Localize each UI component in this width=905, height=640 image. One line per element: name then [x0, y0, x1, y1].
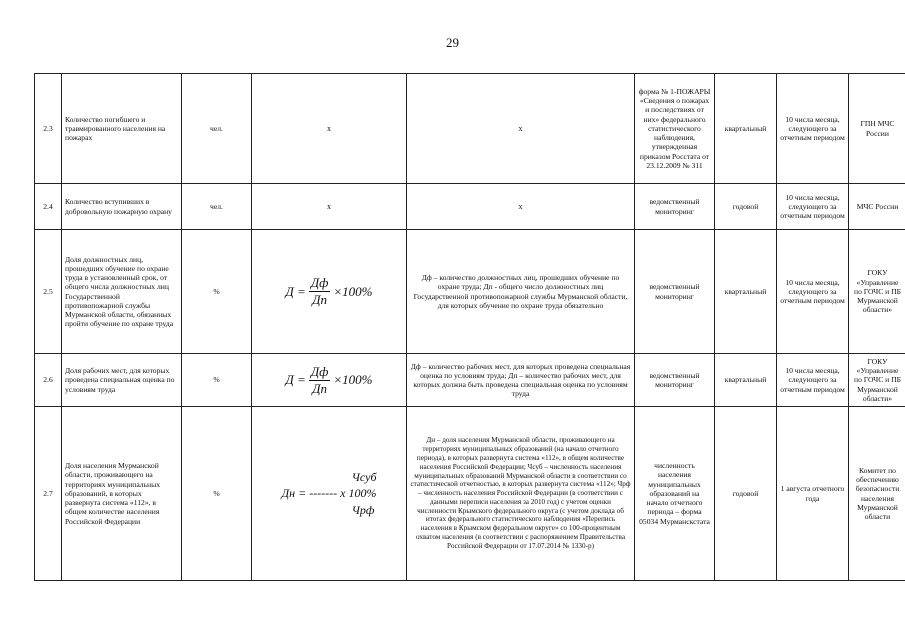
indicator-name: Доля рабочих мест, для которых проведена специальная оценка по условиям труда: [62, 354, 182, 407]
page-number: 29: [446, 35, 459, 50]
deadline: 10 числа месяца, следующего за отчетным периодом: [777, 74, 849, 184]
formula: х: [252, 74, 407, 184]
row-number: 2.6: [35, 354, 62, 407]
unit: %: [182, 407, 252, 581]
description: х: [407, 184, 635, 230]
formula-denominator: Чрф: [351, 502, 375, 517]
data-source: форма № 1-ПОЖАРЫ «Сведения о пожарах и последствиях от них» федерального статистического наблюдения, утвержденная приказом Росстата от 23.12.2009 № 311: [635, 74, 715, 184]
formula-lhs: Д =: [285, 283, 306, 299]
deadline: 1 августа отчетного года: [777, 407, 849, 581]
data-source: численность населения муниципальных образований на начало отчетного периода – форма 05034 Мурманскстата: [635, 407, 715, 581]
responsible: ГОКУ «Управление по ГОЧС и ПБ Мурманской области»: [849, 230, 905, 354]
unit: чел.: [182, 184, 252, 230]
periodicity: квартальный: [715, 230, 777, 354]
data-source: ведомственный мониторинг: [635, 184, 715, 230]
formula-denominator: Дп: [312, 380, 327, 396]
row-number: 2.5: [35, 230, 62, 354]
row-number: 2.4: [35, 184, 62, 230]
unit: %: [182, 230, 252, 354]
periodicity: годовой: [715, 184, 777, 230]
indicator-name: Доля населения Мурманской области, проживающего на территориях муниципальных образований, в которых развернута система «112», в общем количестве населения Российской Федерации: [62, 407, 182, 581]
table-row: [35, 184, 905, 230]
responsible: МЧС России: [849, 184, 905, 230]
indicator-name: Количество погибшего и травмированного населения на пожарах: [62, 74, 182, 184]
row-number: 2.3: [35, 74, 62, 184]
deadline: 10 числа месяца, следующего за отчетным периодом: [777, 184, 849, 230]
formula-numerator: Дф: [310, 275, 329, 291]
unit: %: [182, 354, 252, 407]
deadline: 10 числа месяца, следующего за отчетным периодом: [777, 354, 849, 407]
responsible: ГПН МЧС России: [849, 74, 905, 184]
formula-lhs: Дн =: [281, 486, 307, 501]
data-source: ведомственный мониторинг: [635, 230, 715, 354]
unit: чел.: [182, 74, 252, 184]
periodicity: квартальный: [715, 74, 777, 184]
description: Дф – количество рабочих мест, для которых проведена специальная оценка по условиям труда; Дп – количество рабочих мест, для которых должна быть проведена специальная оценка по условиям труда: [407, 354, 635, 407]
periodicity: годовой: [715, 407, 777, 581]
indicator-name: Количество вступивших в добровольную пожарную охрану: [62, 184, 182, 230]
table-row: [35, 230, 905, 354]
formula: [252, 354, 407, 407]
indicator-name: Доля должностных лиц, прошедших обучение по охране труда в установленный срок, от общего числа должностных лиц Государственной противопожарной службы Мурманской области, обязанных пройти обучение по охране труда: [62, 230, 182, 354]
periodicity: квартальный: [715, 354, 777, 407]
formula-multiplier: ×100%: [333, 372, 373, 388]
formula-lhs: Д =: [285, 372, 306, 388]
data-source: ведомственный мониторинг: [635, 354, 715, 407]
formula: х: [252, 184, 407, 230]
description: Дн – доля населения Мурманской области, проживающего на территориях муниципальных образований (на начало отчетного периода), в которых развернута система «112», в общем количестве населения Российской Федерации; Чсуб – численность населения муниципальных образований Мурманской области в соответствии со статистической отчетностью, в которых развернута система «112»; Чрф – численность населения Российской Федерации (в соответствии с данными переписи населения за 2010 год) с учетом оценки численности Крымского федерального округа (с учетом доклада об итогах федерального статистического наблюдения «Перепись населения в Крымском федеральном округе» со 100-процентным охватом населения (в соответствии с распоряжением Правительства Российской Федерации от 17.07.2014 № 1330-р): [407, 407, 635, 581]
formula-multiplier: ×100%: [333, 283, 373, 299]
row-number: 2.7: [35, 407, 62, 581]
description: Дф – количество должностных лиц, прошедших обучение по охране труда; Дп - общего число должностных лиц Государственной противопожарной службы Мурманской области, для которых обучение по охране труда обязательно: [407, 230, 635, 354]
responsible: Комитет по обеспечению безопасности населения Мурманской области: [849, 407, 905, 581]
table-row: [35, 74, 905, 184]
formula-denominator: Дп: [312, 292, 327, 307]
formula: [252, 230, 407, 354]
table-row: [35, 354, 905, 407]
indicators-table: [34, 73, 905, 581]
description: х: [407, 74, 635, 184]
formula-fraction-line: ------- х 100%: [309, 486, 377, 501]
table-row: [35, 407, 905, 581]
formula-numerator: Чсуб: [351, 469, 377, 484]
responsible: ГОКУ «Управление по ГОЧС и ПБ Мурманской области»: [849, 354, 905, 407]
formula: [252, 407, 407, 581]
formula-numerator: Дф: [310, 363, 329, 379]
deadline: 10 числа месяца, следующего за отчетным периодом: [777, 230, 849, 354]
